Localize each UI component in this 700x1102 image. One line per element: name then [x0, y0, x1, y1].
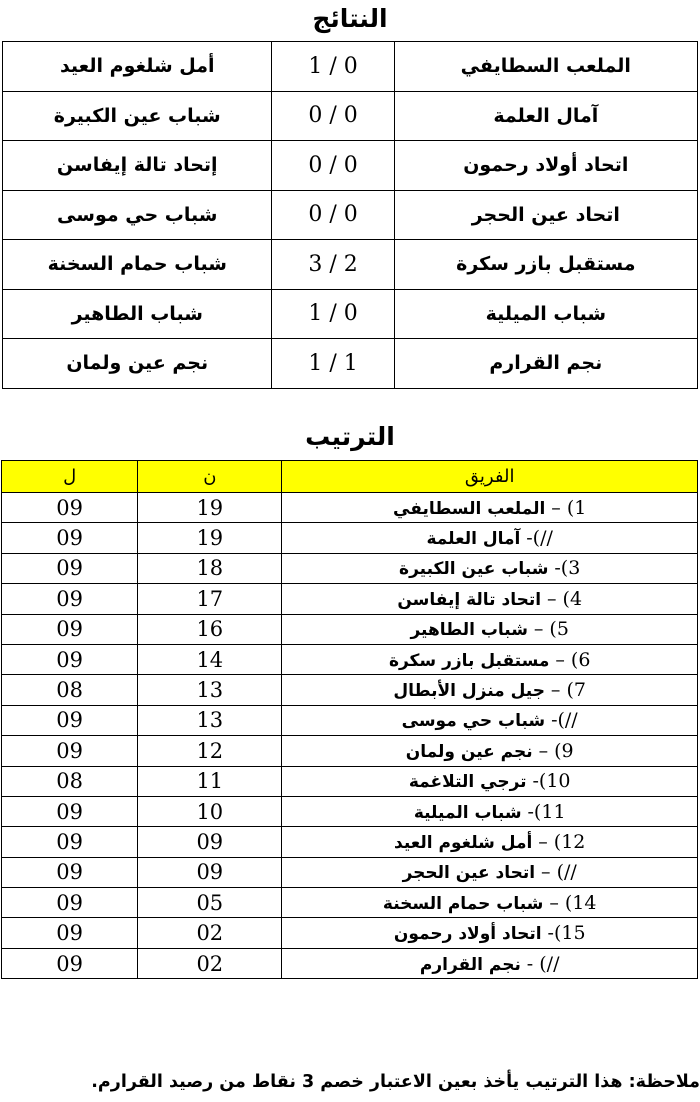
team-points: 14	[138, 644, 282, 674]
team-name: اتحاد عين الحجر	[402, 863, 536, 884]
team-played: 09	[2, 888, 138, 918]
team-name: شباب حمام السخنة	[382, 893, 544, 914]
team-cell	[282, 614, 698, 644]
standings-row	[2, 553, 698, 583]
standings-row	[2, 888, 698, 918]
home-team: مستقبل بازر سكرة	[394, 240, 697, 290]
team-played: 09	[2, 857, 138, 887]
team-rank: 12) –	[538, 830, 586, 853]
team-name: نجم القرارم	[419, 954, 521, 975]
standings-row	[2, 796, 698, 826]
match-row	[3, 289, 698, 339]
match-score: 0 / 0	[272, 91, 394, 141]
team-played: 09	[2, 736, 138, 766]
standings-row	[2, 614, 698, 644]
team-rank: 10)-	[532, 770, 571, 793]
home-team: شباب الميلية	[394, 289, 697, 339]
team-rank: 4) –	[546, 587, 583, 610]
header-team: الفريق	[282, 461, 698, 493]
team-name: جيل منزل الأبطال	[393, 681, 545, 702]
team-played: 09	[2, 493, 138, 523]
team-name: شباب عين الكبيرة	[399, 559, 549, 580]
match-row	[3, 190, 698, 240]
away-team: إتحاد تالة إيفاسن	[3, 141, 272, 191]
away-team: شباب عين الكبيرة	[3, 91, 272, 141]
team-name: أمل شلغوم العيد	[394, 832, 533, 853]
team-name: نجم عين ولمان	[405, 741, 533, 762]
team-cell	[282, 796, 698, 826]
standings-row	[2, 857, 698, 887]
team-name: شباب الطاهير	[410, 620, 528, 641]
team-played: 09	[2, 523, 138, 553]
standings-row	[2, 493, 698, 523]
team-points: 02	[138, 918, 282, 948]
team-played: 08	[2, 675, 138, 705]
standings-row	[2, 766, 698, 796]
standings-row	[2, 644, 698, 674]
team-played: 09	[2, 584, 138, 614]
standings-row	[2, 705, 698, 735]
team-points: 19	[138, 523, 282, 553]
results-title: النتائج	[312, 4, 388, 33]
standings-row	[2, 523, 698, 553]
standings-title: الترتيب	[305, 422, 395, 451]
header-points: ن	[138, 461, 282, 493]
home-team: آمال العلمة	[394, 91, 697, 141]
match-row	[3, 141, 698, 191]
team-name: اتحاد تالة إيفاسن	[397, 589, 542, 610]
team-rank: 15)-	[547, 922, 586, 945]
standings-row	[2, 948, 698, 978]
team-points: 11	[138, 766, 282, 796]
header-played: ل	[2, 461, 138, 493]
standings-table	[1, 460, 698, 979]
team-rank: //)-	[526, 527, 553, 550]
away-team: أمل شلغوم العيد	[3, 42, 272, 92]
match-score: 1 / 0	[272, 289, 394, 339]
team-cell	[282, 675, 698, 705]
home-team: اتحاد عين الحجر	[394, 190, 697, 240]
team-rank: 9) –	[538, 739, 574, 762]
match-row	[3, 339, 698, 389]
team-played: 09	[2, 948, 138, 978]
team-played: 08	[2, 766, 138, 796]
team-cell	[282, 827, 698, 857]
team-rank: 1) –	[551, 496, 587, 519]
team-cell	[282, 918, 698, 948]
footnote: ملاحظة: هذا الترتيب يأخذ بعين الاعتبار خصم 3 نقاط من رصيد القرارم.	[91, 1072, 700, 1092]
team-cell	[282, 888, 698, 918]
match-score: 1 / 0	[272, 42, 394, 92]
team-points: 05	[138, 888, 282, 918]
team-played: 09	[2, 705, 138, 735]
team-points: 10	[138, 796, 282, 826]
match-score: 1 / 1	[272, 339, 394, 389]
team-name: شباب الميلية	[413, 802, 522, 823]
match-row	[3, 91, 698, 141]
team-rank: 3)-	[554, 557, 581, 580]
standings-header-row	[2, 461, 698, 493]
team-rank: //) –	[541, 861, 577, 884]
team-played: 09	[2, 827, 138, 857]
team-name: اتحاد أولاد رحمون	[393, 924, 542, 945]
standings-row	[2, 827, 698, 857]
match-score: 0 / 0	[272, 190, 394, 240]
team-played: 09	[2, 796, 138, 826]
team-points: 17	[138, 584, 282, 614]
team-cell	[282, 736, 698, 766]
team-rank: //)-	[551, 709, 578, 732]
standings-row	[2, 675, 698, 705]
standings-row	[2, 918, 698, 948]
team-points: 18	[138, 553, 282, 583]
standings-row	[2, 584, 698, 614]
team-rank: 7) –	[550, 679, 586, 702]
team-points: 13	[138, 675, 282, 705]
team-points: 02	[138, 948, 282, 978]
team-cell	[282, 766, 698, 796]
team-cell	[282, 644, 698, 674]
team-rank: 14) –	[549, 891, 597, 914]
team-rank: 5) –	[533, 618, 569, 641]
team-rank: 11)-	[527, 800, 566, 823]
team-played: 09	[2, 553, 138, 583]
home-team: نجم القرارم	[394, 339, 697, 389]
match-row	[3, 240, 698, 290]
team-played: 09	[2, 614, 138, 644]
team-points: 09	[138, 827, 282, 857]
match-score: 3 / 2	[272, 240, 394, 290]
home-team: اتحاد أولاد رحمون	[394, 141, 697, 191]
team-rank: //) -	[526, 952, 560, 975]
team-cell	[282, 553, 698, 583]
team-rank: 6) –	[555, 648, 591, 671]
team-cell	[282, 584, 698, 614]
team-name: ترجي التلاغمة	[408, 772, 527, 793]
team-name: مستقبل بازر سكرة	[388, 650, 550, 671]
results-table	[2, 41, 698, 389]
team-cell	[282, 705, 698, 735]
team-name: آمال العلمة	[426, 529, 521, 550]
team-points: 19	[138, 493, 282, 523]
standings-row	[2, 736, 698, 766]
team-points: 12	[138, 736, 282, 766]
match-score: 0 / 0	[272, 141, 394, 191]
home-team: الملعب السطايفي	[394, 42, 697, 92]
away-team: شباب حمام السخنة	[3, 240, 272, 290]
team-played: 09	[2, 918, 138, 948]
team-cell	[282, 948, 698, 978]
team-points: 13	[138, 705, 282, 735]
away-team: شباب الطاهير	[3, 289, 272, 339]
team-cell	[282, 857, 698, 887]
team-points: 16	[138, 614, 282, 644]
team-points: 09	[138, 857, 282, 887]
team-cell	[282, 523, 698, 553]
team-cell	[282, 493, 698, 523]
team-played: 09	[2, 644, 138, 674]
away-team: نجم عين ولمان	[3, 339, 272, 389]
team-name: شباب حي موسى	[401, 711, 546, 732]
away-team: شباب حي موسى	[3, 190, 272, 240]
team-name: الملعب السطايفي	[393, 498, 546, 519]
match-row	[3, 42, 698, 92]
